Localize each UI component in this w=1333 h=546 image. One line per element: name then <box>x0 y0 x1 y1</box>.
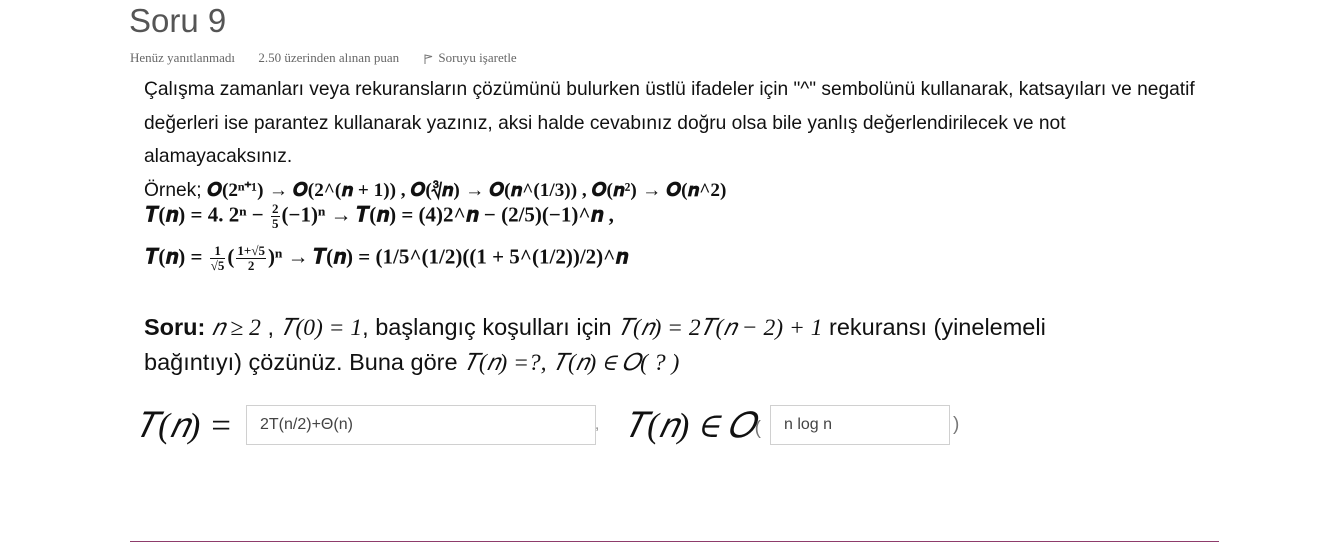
eq2-fraction-1 <box>210 244 226 273</box>
eq2-frac1-num: 1 <box>210 244 226 259</box>
instructions-paragraph: Çalışma zamanları veya rekuransların çözümünü bulurken üstlü ifadeler için "^" sembolünü kullanarak, katsayıları ve negatif değerleri ise parantez kullanarak yazınız, aksi halde cevabınız doğru olsa bile yanlış değerlendirilecek ve not alamayacaksınız. <box>144 79 1195 167</box>
answer-label-complexity <box>625 404 761 451</box>
eq1-lhs-a: 𝑻(𝒏) = 4. 2ⁿ − <box>146 202 264 227</box>
example-equation-2: 𝑻(𝒏) = $\frac{1}{√5}$ ( $\frac{1+√5}{2}$ )ⁿ → 𝑻(𝒏) = (1/5^(1/2)((1 + 5^(1/2))/2)^𝒏 <box>146 243 629 273</box>
eq1-rhs: 𝑻(𝒏) = (4)2^𝒏 − (2/5)(−1)^𝒏 , <box>356 202 614 227</box>
problem-text-1: , başlangıç koşulları için <box>362 314 612 340</box>
problem-math-5: 𝑇(𝑛) ∈ 𝑂( ? ) <box>553 350 680 376</box>
complexity-answer-input[interactable] <box>770 405 950 445</box>
problem-label: Soru: <box>144 314 206 340</box>
flag-question-link[interactable] <box>424 50 516 66</box>
eq1-lhs-b: (−1)ⁿ <box>281 202 326 227</box>
answer-label-complexity-text: 𝑇(𝑛) ∈ 𝑂 <box>625 406 755 445</box>
problem-line-1: Soru: 𝑛 ≥ 2 , 𝑇(0) = 1, başlangıç koşulları için 𝑇(𝑛) = 2𝑇(𝑛 − 2) + 1 rekuransı (yinelemeli <box>144 314 1046 341</box>
eq1-fraction <box>271 202 280 231</box>
recurrence-answer-input[interactable] <box>246 405 596 445</box>
question-status: Henüz yanıtlanmadı <box>130 50 236 65</box>
example3-rhs: 𝑶(𝒏^2) <box>666 179 727 201</box>
eq2-lhs-b: )ⁿ <box>267 244 283 269</box>
eq2-rhs: 𝑻(𝒏) = (1/5^(1/2)((1 + 5^(1/2))/2)^𝒏 <box>313 244 629 269</box>
example2-rhs: 𝑶(𝒏^(1/3)) <box>489 179 578 201</box>
flag-question-label: Soruyu işaretle <box>438 50 517 65</box>
question-info <box>130 50 517 66</box>
answer-separator: , <box>595 416 600 433</box>
eq2-fraction-2 <box>236 244 266 273</box>
eq1-frac-num: 2 <box>272 201 279 216</box>
example2-lhs: 𝑶(∛𝒏) <box>410 179 460 201</box>
problem-math-1: 𝑛 ≥ 2 <box>211 315 261 341</box>
problem-math-3: 𝑇(𝑛) = 2𝑇(𝑛 − 2) + 1 <box>618 315 823 341</box>
eq2-lhs-a: 𝑻(𝒏) = <box>146 244 203 269</box>
problem-text-2: rekuransı (yinelemeli <box>829 314 1046 340</box>
example-line: Örnek; 𝑶(2ⁿ⁺¹) → 𝑶(2^(𝒏 + 1)) , 𝑶(∛𝒏) → 𝑶(𝒏^(1/3)) , 𝑶(𝒏²) → 𝑶(𝒏^2) <box>144 179 727 201</box>
open-paren: ( <box>754 418 761 439</box>
question-title: Soru 9 <box>129 2 227 39</box>
close-paren: ) <box>953 414 960 435</box>
example3-lhs: 𝑶(𝒏²) <box>591 179 637 201</box>
answer-label-recurrence: 𝑇(𝑛) = <box>136 406 233 445</box>
example1-rhs: 𝑶(2^(𝒏 + 1)) <box>292 179 396 201</box>
eq2-frac1-den: √5 <box>210 258 225 273</box>
eq2-frac2-den: 2 <box>247 258 255 273</box>
eq1-frac-den: 5 <box>272 216 279 231</box>
question-grade: 2.50 üzerinden alınan puan <box>258 50 400 65</box>
example-prefix: Örnek; <box>144 179 202 201</box>
problem-text-3: bağıntıyı) çözünüz. Buna göre <box>144 349 458 375</box>
flag-icon <box>424 54 433 64</box>
problem-math-4: 𝑇(𝑛) =?, <box>464 350 547 376</box>
eq2-frac2-num: 1+√5 <box>237 243 265 258</box>
problem-math-2: 𝑇(0) = 1 <box>280 315 363 341</box>
problem-line-2 <box>144 345 1224 380</box>
example1-lhs: 𝑶(2ⁿ⁺¹) <box>206 179 264 201</box>
example-equation-1: 𝑻(𝒏) = 4. 2ⁿ − $\frac{2}{5}$ (−1)ⁿ → 𝑻(𝒏) = (4)2^𝒏 − (2/5)(−1)^𝒏 , <box>146 201 614 231</box>
question-divider <box>130 541 1219 542</box>
question-instructions <box>144 73 1214 207</box>
problem-statement <box>144 310 1224 380</box>
